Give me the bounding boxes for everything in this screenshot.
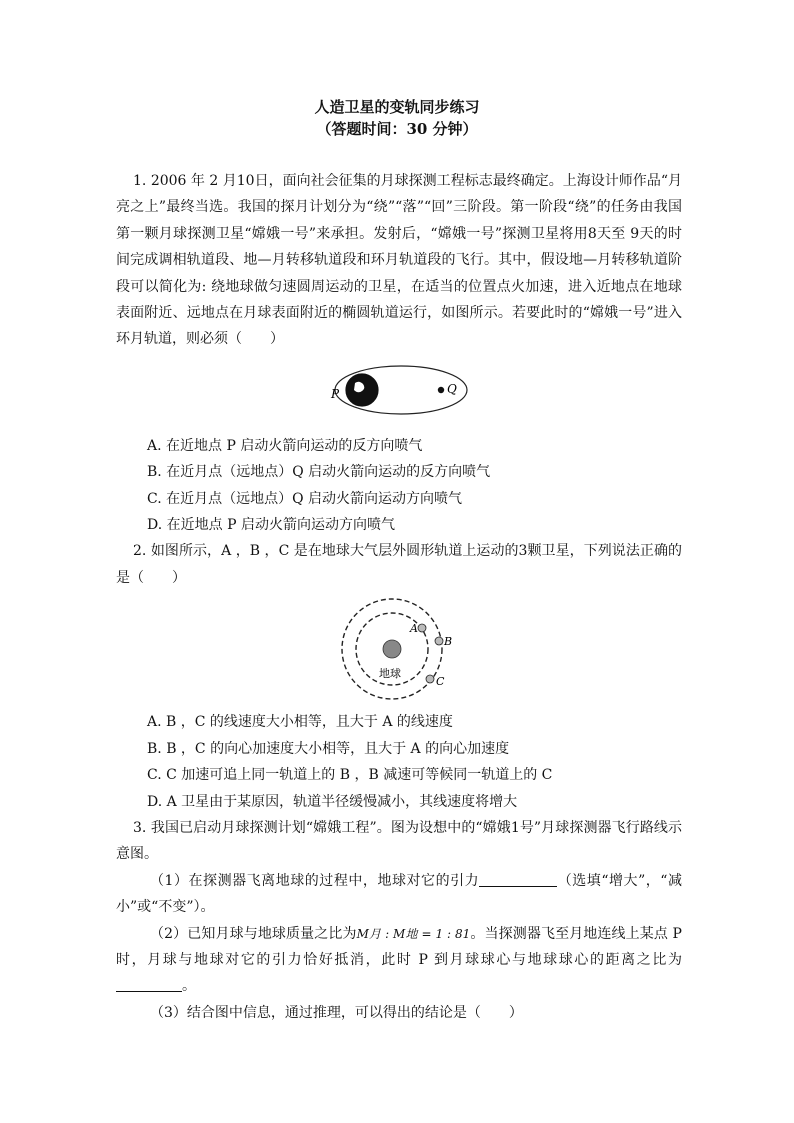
document-title: 人造卫星的变轨同步练习 <box>314 98 480 116</box>
answer-blank-2[interactable] <box>116 975 182 992</box>
question-3-part-1 <box>116 868 682 921</box>
moon-marker <box>438 387 444 393</box>
question-1-stem: 1. 2006 年 2 月10日，面向社会征集的月球探测工程标志最终确定。上海设计师作品“月亮之上”最终当选。我国的探月计划分为“绕”“落”“回”三阶段。第一阶段“绕”的任务由我国第一颗月球探测卫星“嫦娥一号”来承担。发射后，“嫦娥一号”探测卫星将用8天至 9天的时间完成调相轨道段、地—月转移轨道段和环月轨道段的飞行。其中，假设地—月转移轨道阶段可以简化为: 绕地球做匀速圆周运动的卫星，在适当的位置点火加速，进入近地点在地球表面附近、远地点在月球表面附近的椭圆轨道运行，如图所示。若要此时的“嫦娥一号”进入环月轨道，则必须（ ） <box>116 173 682 348</box>
question-2-option-d: D. A 卫星由于某原因，轨道半径缓慢减小，其线速度将增大 <box>147 793 518 810</box>
earth-marker <box>383 640 401 658</box>
earth-label: 地球 <box>379 667 401 681</box>
document-body <box>116 168 682 1026</box>
question-3-part-2 <box>116 921 682 1000</box>
question-2-figure <box>116 597 682 701</box>
question-3-part-1-tail: （选填“增大”，“减小”或“不变”）。 <box>116 872 682 916</box>
question-1-option-d: D. 在近地点 P 启动火箭向运动方向喷气 <box>147 517 395 534</box>
satellite-diagram <box>334 597 464 701</box>
question-1-option-c: C. 在近月点（远地点）Q 启动火箭向运动方向喷气 <box>147 490 463 507</box>
point-p-label: P <box>331 386 340 401</box>
orbit-diagram <box>329 361 469 419</box>
satellite-b-label: B <box>444 635 453 649</box>
question-3-part-2-end: 。 <box>182 978 196 995</box>
satellite-b <box>435 637 443 645</box>
satellite-a <box>418 624 426 632</box>
document-subtitle: （答题时间：30 分钟） <box>316 120 478 138</box>
document-header <box>0 96 794 140</box>
question-2-option-b: B. B ，C 的向心加速度大小相等，且大于 A 的向心加速度 <box>147 740 510 757</box>
question-3-part-3: （3）结合图中信息，通过推理，可以得出的结论是（ ） <box>150 1004 523 1021</box>
question-3-part-2-text: （2）已知月球与地球质量之比为 <box>150 925 357 942</box>
mass-ratio-formula: M月 : M地 = 1 : 81 <box>356 926 471 941</box>
question-2-option-a: A. B ，C 的线速度大小相等，且大于 A 的线速度 <box>147 714 453 731</box>
satellite-a-label: A <box>410 622 418 636</box>
question-1-figure <box>116 361 682 419</box>
question-1-option-a: A. 在近地点 P 启动火箭向运动的反方向喷气 <box>147 437 423 454</box>
answer-blank-1[interactable] <box>479 870 557 887</box>
satellite-c <box>426 675 434 683</box>
question-3-stem: 3. 我国已启动月球探测计划“嫦娥工程”。图为设想中的“嫦娥1号”月球探测器飞行路线示意图。 <box>116 819 682 863</box>
question-3-part-1-text: （1）在探测器飞离地球的过程中，地球对它的引力 <box>150 872 480 889</box>
satellite-c-label: C <box>436 675 445 689</box>
question-1-option-b: B. 在近月点（远地点）Q 启动火箭向运动的反方向喷气 <box>147 464 491 481</box>
point-q-label: Q <box>447 381 457 396</box>
question-2-stem: 2. 如图所示，A ，B ，C 是在地球大气层外圆形轨道上运动的3颗卫星，下列说法正确的是（ ） <box>116 543 682 586</box>
question-3-part-2-tail: 。当探测器飞至月地连线上某点 P 时，月球与地球对它的引力恰好抵消，此时 P 到月球球心与地球球心的距离之比为 <box>116 925 682 968</box>
question-2-option-c: C. C 加速可追上同一轨道上的 B ，B 减速可等候同一轨道上的 C <box>147 767 553 784</box>
